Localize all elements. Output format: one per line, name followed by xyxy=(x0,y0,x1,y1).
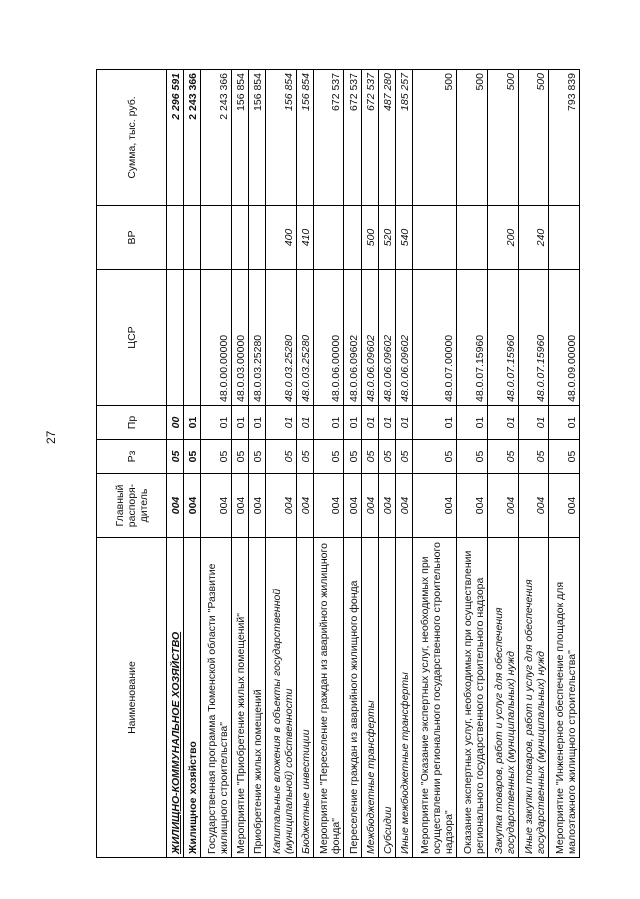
row-section: 05 xyxy=(296,440,313,474)
row-expense-type xyxy=(412,206,456,270)
row-expense-type xyxy=(344,206,361,270)
row-sum: 672 537 xyxy=(313,70,344,206)
row-subsection: 01 xyxy=(412,406,456,440)
row-section: 05 xyxy=(518,440,549,474)
row-name: Закупка товаров, работ и услуг для обеспечения государственных (муниципальных) нужд xyxy=(487,538,518,858)
row-section: 05 xyxy=(184,440,201,474)
row-target-article: 48.0.06.09602 xyxy=(378,270,395,406)
table-row xyxy=(518,70,549,858)
row-chief-manager: 004 xyxy=(487,474,518,538)
row-chief-manager: 004 xyxy=(395,474,412,538)
row-section: 05 xyxy=(344,440,361,474)
row-subsection: 01 xyxy=(296,406,313,440)
row-name: Межбюджетные трансферты xyxy=(361,538,378,858)
row-expense-type: 410 xyxy=(296,206,313,270)
row-subsection: 01 xyxy=(248,406,265,440)
row-expense-type xyxy=(549,206,580,270)
row-sum: 2 296 591 xyxy=(167,70,184,206)
table-row xyxy=(184,70,201,858)
row-sum: 156 854 xyxy=(248,70,265,206)
row-name: Приобретение жилых помещений xyxy=(248,538,265,858)
row-section: 05 xyxy=(313,440,344,474)
row-chief-manager: 004 xyxy=(296,474,313,538)
row-expense-type: 200 xyxy=(487,206,518,270)
row-section: 05 xyxy=(201,440,232,474)
row-expense-type: 520 xyxy=(378,206,395,270)
row-sum: 2 243 366 xyxy=(201,70,232,206)
row-chief-manager: 004 xyxy=(378,474,395,538)
table-row xyxy=(361,70,378,858)
row-sum: 500 xyxy=(457,70,488,206)
row-subsection: 00 xyxy=(167,406,184,440)
header-expense-type: ВР xyxy=(97,206,167,270)
table-row xyxy=(412,70,456,858)
row-subsection: 01 xyxy=(344,406,361,440)
row-expense-type: 240 xyxy=(518,206,549,270)
row-name: Иные закупки товаров, работ и услуг для обеспечения государственных (муниципальных) нужд xyxy=(518,538,549,858)
row-subsection: 01 xyxy=(201,406,232,440)
row-section: 05 xyxy=(378,440,395,474)
table-row xyxy=(265,70,296,858)
row-section: 05 xyxy=(549,440,580,474)
row-section: 05 xyxy=(265,440,296,474)
row-name: Переселение граждан из аварийного жилищного фонда xyxy=(344,538,361,858)
row-section: 05 xyxy=(231,440,248,474)
row-target-article xyxy=(184,270,201,406)
row-section: 05 xyxy=(412,440,456,474)
row-target-article: 48.0.07.15960 xyxy=(518,270,549,406)
row-section: 05 xyxy=(395,440,412,474)
row-chief-manager: 004 xyxy=(549,474,580,538)
row-expense-type xyxy=(248,206,265,270)
row-expense-type: 540 xyxy=(395,206,412,270)
page-number: 27 xyxy=(44,430,58,444)
row-name: Мероприятие "Приобретение жилых помещений" xyxy=(231,538,248,858)
row-subsection: 01 xyxy=(184,406,201,440)
row-chief-manager: 004 xyxy=(167,474,184,538)
row-target-article: 48.0.03.00000 xyxy=(231,270,248,406)
row-chief-manager: 004 xyxy=(184,474,201,538)
row-name: Жилищное хозяйство xyxy=(184,538,201,858)
row-expense-type xyxy=(184,206,201,270)
row-name: Субсидии xyxy=(378,538,395,858)
table-row xyxy=(167,70,184,858)
row-expense-type xyxy=(201,206,232,270)
row-sum: 672 537 xyxy=(361,70,378,206)
row-subsection: 01 xyxy=(395,406,412,440)
table-row xyxy=(395,70,412,858)
row-name: Мероприятие "Инженерное обеспечение площадок для малоэтажного жилищного строительства" xyxy=(549,538,580,858)
row-sum: 500 xyxy=(518,70,549,206)
row-sum: 156 854 xyxy=(296,70,313,206)
row-target-article: 48.0.09.00000 xyxy=(549,270,580,406)
row-sum: 185 257 xyxy=(395,70,412,206)
row-chief-manager: 004 xyxy=(412,474,456,538)
row-sum: 156 854 xyxy=(265,70,296,206)
row-name: Мероприятие "Оказание экспертных услуг, необходимых при осуществлении регионального государственного строительного надзора" xyxy=(412,538,456,858)
table-header-row xyxy=(97,70,167,858)
row-target-article: 48.0.03.25280 xyxy=(248,270,265,406)
header-section: Рз xyxy=(97,440,167,474)
table-row xyxy=(378,70,395,858)
row-chief-manager: 004 xyxy=(231,474,248,538)
row-chief-manager: 004 xyxy=(313,474,344,538)
row-chief-manager: 004 xyxy=(518,474,549,538)
row-sum: 2 243 366 xyxy=(184,70,201,206)
row-section: 05 xyxy=(457,440,488,474)
row-subsection: 01 xyxy=(487,406,518,440)
row-expense-type xyxy=(231,206,248,270)
row-sum: 500 xyxy=(487,70,518,206)
row-chief-manager: 004 xyxy=(201,474,232,538)
table-row xyxy=(344,70,361,858)
header-chief-manager: Главный распоря-дитель xyxy=(97,474,167,538)
row-section: 05 xyxy=(167,440,184,474)
table-row xyxy=(201,70,232,858)
row-chief-manager: 004 xyxy=(265,474,296,538)
row-subsection: 01 xyxy=(457,406,488,440)
budget-table xyxy=(96,69,580,858)
row-chief-manager: 004 xyxy=(457,474,488,538)
row-name: Бюджетные инвестиции xyxy=(296,538,313,858)
header-sum: Сумма, тыс. руб. xyxy=(97,70,167,206)
row-target-article: 48.0.06.09602 xyxy=(361,270,378,406)
table-row xyxy=(313,70,344,858)
row-section: 05 xyxy=(361,440,378,474)
row-target-article: 48.0.03.25280 xyxy=(265,270,296,406)
row-sum: 672 537 xyxy=(344,70,361,206)
row-section: 05 xyxy=(248,440,265,474)
row-sum: 487 280 xyxy=(378,70,395,206)
row-name: Капитальные вложения в объекты государственной (муниципальной) собственности xyxy=(265,538,296,858)
row-subsection: 01 xyxy=(378,406,395,440)
row-target-article: 48.0.06.09602 xyxy=(344,270,361,406)
row-expense-type: 500 xyxy=(361,206,378,270)
row-target-article xyxy=(167,270,184,406)
row-sum: 793 839 xyxy=(549,70,580,206)
row-target-article: 48.0.03.25280 xyxy=(296,270,313,406)
row-section: 05 xyxy=(487,440,518,474)
row-target-article: 48.0.06.00000 xyxy=(313,270,344,406)
header-subsection: Пр xyxy=(97,406,167,440)
row-sum: 156 854 xyxy=(231,70,248,206)
row-subsection: 01 xyxy=(313,406,344,440)
row-chief-manager: 004 xyxy=(344,474,361,538)
row-target-article: 48.0.06.09602 xyxy=(395,270,412,406)
row-subsection: 01 xyxy=(361,406,378,440)
row-target-article: 48.0.07.15960 xyxy=(487,270,518,406)
row-chief-manager: 004 xyxy=(361,474,378,538)
row-subsection: 01 xyxy=(231,406,248,440)
table-row xyxy=(231,70,248,858)
row-name: Оказание экспертных услуг, необходимых при осуществлении регионального государственного строительного надзора xyxy=(457,538,488,858)
row-name: Государственная программа Тюменской области "Развитие жилищного строительства" xyxy=(201,538,232,858)
table-row xyxy=(248,70,265,858)
row-subsection: 01 xyxy=(518,406,549,440)
table-row xyxy=(487,70,518,858)
row-target-article: 48.0.07.00000 xyxy=(412,270,456,406)
row-expense-type xyxy=(457,206,488,270)
row-sum: 500 xyxy=(412,70,456,206)
row-name: Иные межбюджетные трансферты xyxy=(395,538,412,858)
row-subsection: 01 xyxy=(265,406,296,440)
header-name: Наименование xyxy=(97,538,167,858)
row-expense-type xyxy=(313,206,344,270)
table-row xyxy=(549,70,580,858)
row-name: Мероприятие "Переселение граждан из аварийного жилищного фонда" xyxy=(313,538,344,858)
row-chief-manager: 004 xyxy=(248,474,265,538)
table-row xyxy=(296,70,313,858)
row-name: ЖИЛИЩНО-КОММУНАЛЬНОЕ ХОЗЯЙСТВО xyxy=(167,538,184,858)
row-target-article: 48.0.00.00000 xyxy=(201,270,232,406)
row-expense-type xyxy=(167,206,184,270)
row-expense-type: 400 xyxy=(265,206,296,270)
header-target-article: ЦСР xyxy=(97,270,167,406)
row-target-article: 48.0.07.15960 xyxy=(457,270,488,406)
rotated-page-content xyxy=(96,70,580,858)
row-subsection: 01 xyxy=(549,406,580,440)
table-row xyxy=(457,70,488,858)
